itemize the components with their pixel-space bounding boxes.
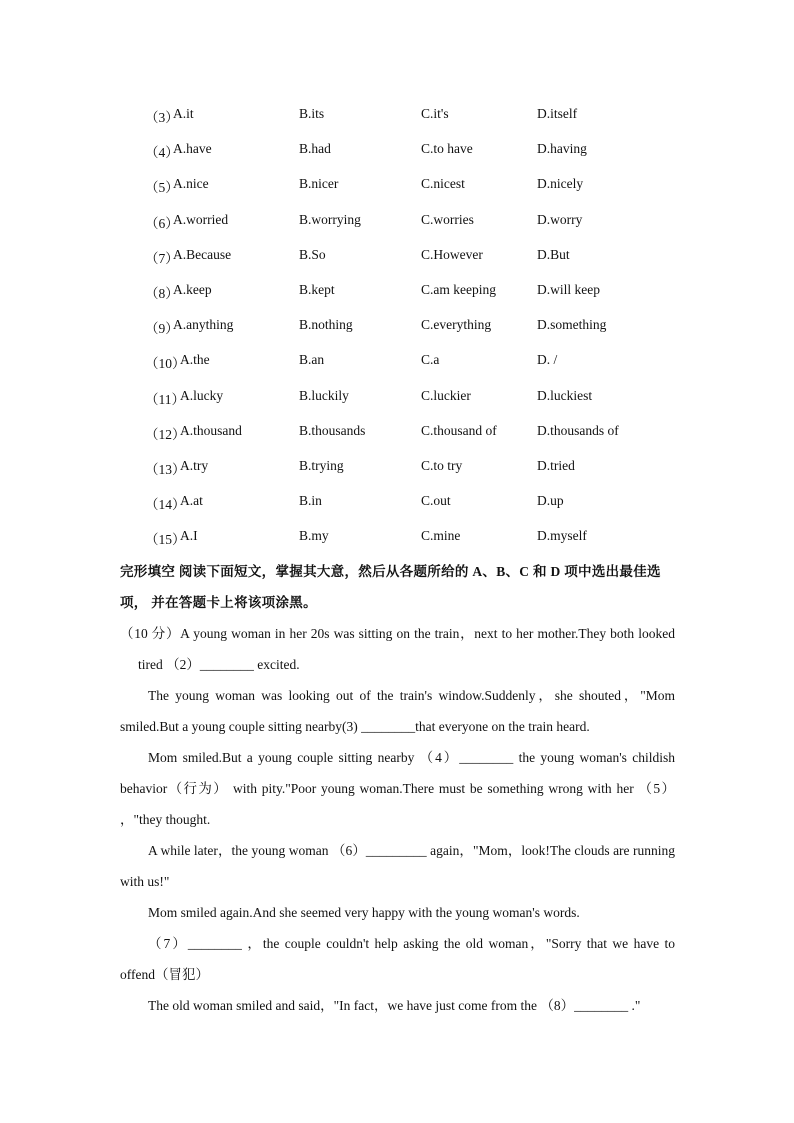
option-a: A.at (180, 493, 203, 509)
option-d: D.tried (537, 457, 575, 473)
question-number: （15） (145, 532, 186, 548)
option-b: B.luckily (299, 387, 349, 403)
passage-paragraph: Mom smiled.But a young couple sitting nearby （4）________ the young woman's childish behavior（行为） with pity."Poor young woman.There must be something wrong with her （5） ，"they thought. (120, 750, 675, 827)
passage-paragraph: （7）________ ，the couple couldn't help asking the old woman，"Sorry that we have to offend（冒犯） (120, 936, 675, 982)
option-d: D.worry (537, 211, 583, 227)
question-number: （7） (145, 250, 179, 266)
option-b: B.kept (299, 281, 335, 297)
option-b: B.nicer (299, 176, 339, 192)
passage-paragraph: （10 分）A young woman in her 20s was sitting on the train，next to her mother.They both looked tired （2）________ excited. (120, 626, 675, 672)
instruction-line-2: 项， 并在答题卡上将该项涂黑。 (120, 595, 317, 610)
question-number: （10） (145, 356, 186, 372)
question-number: （3） (145, 110, 179, 125)
option-row (0, 450, 794, 485)
option-c: C.out (421, 493, 451, 509)
option-row (0, 380, 794, 415)
option-a: A.I (180, 528, 198, 544)
option-b: B.worrying (299, 211, 361, 227)
option-b: B.trying (299, 457, 344, 473)
option-c: C.to have (421, 141, 473, 157)
option-d: D.luckiest (537, 387, 593, 403)
option-row (0, 239, 794, 274)
option-d: D.itself (537, 106, 578, 121)
option-a: A.keep (173, 281, 212, 297)
option-c: C.am keeping (421, 281, 496, 297)
option-b: B.in (299, 493, 322, 509)
option-a: A.the (180, 352, 210, 368)
option-c: C.thousand of (421, 422, 497, 438)
option-d: D.thousands of (537, 422, 619, 438)
option-row (0, 168, 794, 203)
option-a: A.it (173, 106, 194, 121)
option-d: D.having (537, 141, 587, 157)
option-b: B.thousands (299, 422, 366, 438)
answer-options (0, 98, 794, 555)
question-number: （13） (145, 461, 186, 477)
option-row (0, 98, 794, 133)
option-c: C.worries (421, 211, 474, 227)
option-d: D.nicely (537, 176, 584, 192)
option-c: C.everything (421, 317, 492, 333)
option-c: C.luckier (421, 387, 471, 403)
option-row (0, 204, 794, 239)
section-instructions (120, 556, 675, 618)
option-c: C.to try (421, 457, 463, 473)
option-c: C.mine (421, 528, 461, 544)
option-a: A.anything (173, 317, 234, 333)
question-number: （5） (145, 180, 179, 196)
option-b: B.So (299, 246, 326, 262)
question-number: （4） (145, 145, 179, 161)
option-a: A.Because (173, 246, 232, 262)
option-d: D.will keep (537, 281, 600, 297)
question-number: （14） (145, 497, 186, 513)
passage-paragraph: Mom smiled again.And she seemed very happy with the young woman's words. (148, 905, 580, 920)
question-number: （8） (145, 285, 179, 301)
option-row (0, 344, 794, 379)
option-c: C.it's (421, 106, 449, 121)
question-number: （11） (145, 391, 185, 407)
option-c: C.nicest (421, 176, 465, 192)
question-number: （12） (145, 426, 186, 442)
option-d: D.myself (537, 528, 587, 544)
option-b: B.nothing (299, 317, 353, 333)
option-row (0, 520, 794, 555)
option-c: C.However (421, 246, 483, 262)
instruction-line-1: 完形填空 阅读下面短文，掌握其大意，然后从各题所给的 A、B、C 和 D 项中选出最佳选 (120, 564, 661, 579)
option-row (0, 309, 794, 344)
option-row (0, 415, 794, 450)
cloze-passage (120, 556, 675, 1021)
passage-paragraph: A while later，the young woman （6）_________ again，"Mom，look!The clouds are running with us!" (120, 843, 675, 889)
option-b: B.its (299, 106, 325, 121)
option-d: D. / (537, 352, 558, 368)
option-d: D.But (537, 246, 570, 262)
question-number: （6） (145, 215, 179, 231)
passage-paragraph: The old woman smiled and said，"In fact，we have just come from the （8）________ ." (148, 998, 641, 1013)
option-a: A.thousand (180, 422, 242, 438)
option-d: D.something (537, 317, 607, 333)
option-row (0, 133, 794, 168)
option-a: A.worried (173, 211, 229, 227)
option-a: A.try (180, 457, 209, 473)
passage-paragraph: The young woman was looking out of the train's window.Suddenly，she shouted，"Mom smiled.But a young couple sitting nearby(3) ________that everyone on the train heard. (120, 688, 675, 734)
option-row (0, 485, 794, 520)
option-b: B.had (299, 141, 331, 157)
option-d: D.up (537, 493, 564, 509)
option-b: B.my (299, 528, 329, 544)
question-number: （9） (145, 321, 179, 337)
option-a: A.have (173, 141, 212, 157)
option-a: A.lucky (180, 387, 224, 403)
option-c: C.a (421, 352, 440, 368)
option-b: B.an (299, 352, 325, 368)
option-row (0, 274, 794, 309)
option-a: A.nice (173, 176, 209, 192)
